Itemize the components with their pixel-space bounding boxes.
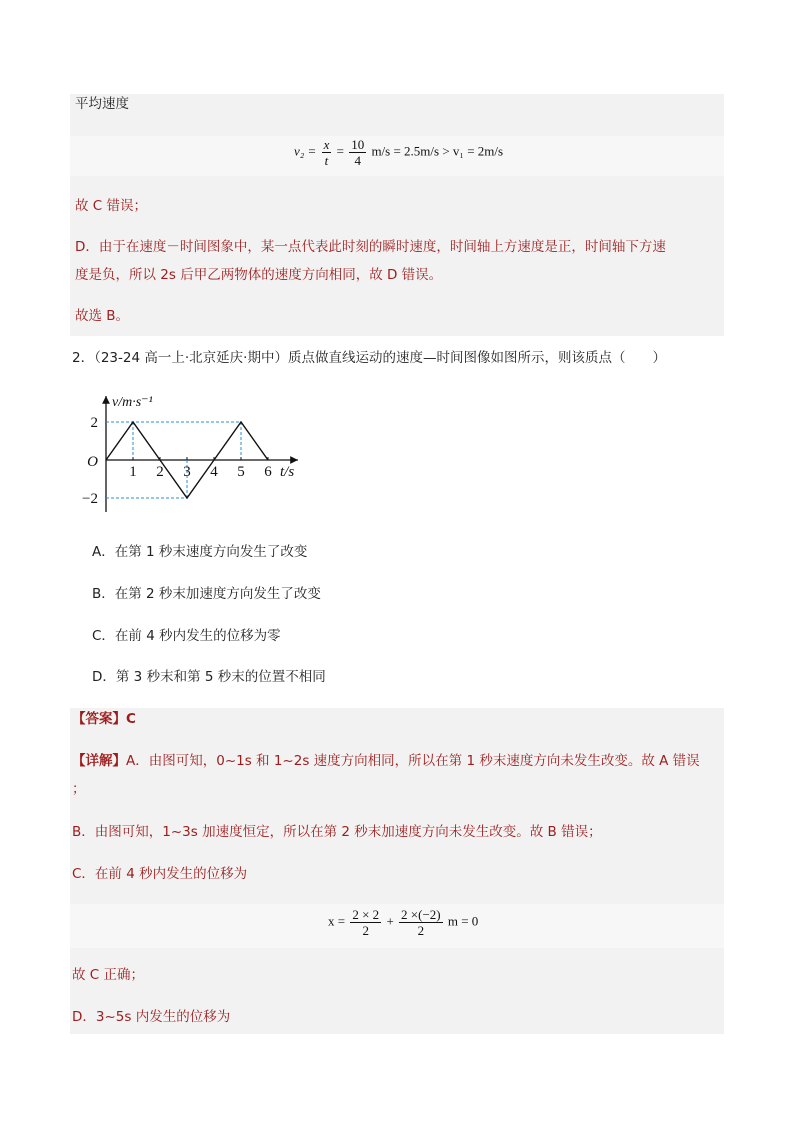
question-2-stem: 2．（23-24 高一上·北京延庆·期中）质点做直线运动的速度—时间图像如图所示，则该质点（ ） (72, 350, 666, 366)
answer-value: C (126, 711, 136, 727)
option-c: C．在前 4 秒内发生的位移为零 (92, 628, 281, 644)
x-tick-label: 4 (210, 464, 218, 480)
x-tick-label: 1 (129, 464, 137, 480)
option-b: B．在第 2 秒末加速度方向发生了改变 (92, 586, 321, 602)
avg-speed-label: 平均速度 (75, 96, 129, 112)
x-axis-label: t/s (280, 464, 295, 480)
avg-speed-formula: v₂ = $\frac{x}{t}$ = $\frac{10}{4}$ m/s = 2.5m/s > v₁ = 2m/s (294, 137, 504, 168)
d-explain-line2: 度是负，所以 2s 后甲乙两物体的速度方向相同，故 D 错误。 (75, 267, 443, 283)
c-correct-text: 故 C 正确； (72, 967, 145, 983)
answer-label: 【答案】 (72, 711, 126, 727)
velocity-time-graph (78, 390, 318, 520)
detail-d-line: D．3~5s 内发生的位移为 (72, 1009, 231, 1025)
x-tick-label: 2 (156, 464, 164, 480)
x-tick-label: 5 (237, 464, 245, 480)
y-tick-label: −2 (82, 491, 98, 507)
y-axis-label: v/m·s⁻¹ (112, 395, 153, 410)
detail-b-line: B．由图可知，1~3s 加速度恒定，所以在第 2 秒末加速度方向未发生改变。故 B 错误； (72, 824, 602, 840)
detail-a-line2: ； (72, 781, 86, 797)
x-tick-label: 3 (183, 464, 191, 480)
detail-c-line: C．在前 4 秒内发生的位移为 (72, 866, 248, 882)
answer-line (72, 709, 136, 729)
choose-b-text: 故选 B。 (75, 308, 130, 324)
detail-a-text: A．由图可知，0~1s 和 1~2s 速度方向相同，所以在第 1 秒末速度方向未发生改变。故 A 错误 (126, 753, 700, 769)
d-explain-line1: D．由于在速度－时间图象中，某一点代表此时刻的瞬时速度，时间轴上方速度是正，时间轴下方速 (75, 239, 666, 255)
option-a: A．在第 1 秒末速度方向发生了改变 (92, 544, 308, 560)
origin-label: O (87, 454, 98, 470)
c-wrong-text: 故 C 错误； (75, 198, 148, 214)
detail-a-line1 (72, 751, 700, 771)
x-tick-label: 6 (264, 464, 272, 480)
solution-band-top (70, 94, 724, 336)
displacement-formula: x = $\frac{2 \times 2}{2}$ + $\frac{2 \times(-2)}{2}$ m = 0 (328, 907, 479, 938)
option-d: D．第 3 秒末和第 5 秒末的位置不相同 (92, 669, 326, 685)
detail-label: 【详解】 (72, 753, 126, 769)
y-tick-label: 2 (90, 415, 98, 431)
